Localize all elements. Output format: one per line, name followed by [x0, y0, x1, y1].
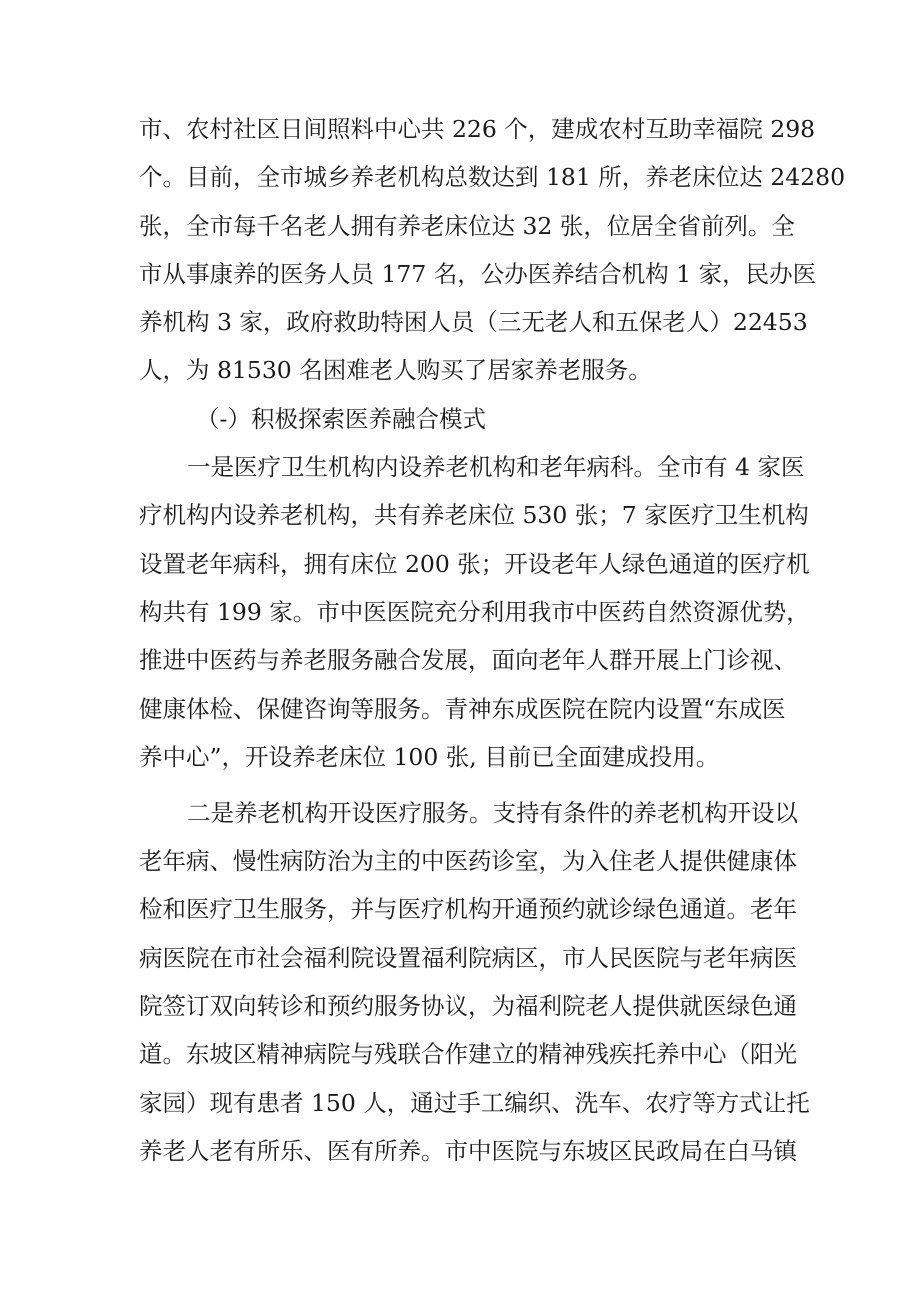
paragraph-3-line-6: 道。东坡区精神病院与残联合作建立的精神残疾托养中心（阳光 [139, 1040, 797, 1068]
paragraph-1-line-6: 人，为 81530 名困难老人购买了居家养老服务。 [139, 356, 652, 384]
paragraph-3-line-7: 家园）现有患者 150 人，通过手工编织、洗车、农疗等方式让托 [139, 1089, 810, 1117]
paragraph-3-line-4: 病医院在市社会福利院设置福利院病区，市人民医院与老年病医 [139, 944, 797, 972]
paragraph-2-line-1: 一是医疗卫生机构内设养老机构和老年病科。全市有 4 家医 [187, 453, 805, 481]
paragraph-2-line-4: 构共有 199 家。市中医医院充分利用我市中医药自然资源优势， [139, 598, 810, 626]
paragraph-3-line-2: 老年病、慢性病防治为主的中医药诊室，为入住老人提供健康体 [139, 847, 797, 875]
paragraph-1-line-4: 市从事康养的医务人员 177 名，公办医养结合机构 1 家，民办医 [139, 260, 817, 288]
paragraph-3-line-5: 院签订双向转诊和预约服务协议，为福利院老人提供就医绿色通 [139, 992, 797, 1020]
paragraph-2-line-6: 健康体检、保健咨询等服务。青神东成医院在院内设置“东成医 [139, 695, 786, 723]
paragraph-2-line-7: 养中心”，开设养老床位 100 张, 目前已全面建成投用。 [139, 743, 720, 771]
paragraph-3-line-3: 检和医疗卫生服务，并与医疗机构开通预约就诊绿色通道。老年 [139, 895, 797, 923]
section-heading: （-）积极探索医养融合模式 [196, 405, 486, 433]
paragraph-2-line-3: 设置老年病科，拥有床位 200 张；开设老年人绿色通道的医疗机 [139, 550, 810, 578]
paragraph-1-line-3: 张，全市每千名老人拥有养老床位达 32 张，位居全省前列。全 [139, 212, 795, 240]
paragraph-1-line-5: 养机构 3 家，政府救助特困人员（三无老人和五保老人）22453 [139, 308, 808, 336]
paragraph-1-line-2: 个。目前，全市城乡养老机构总数达到 181 所，养老床位达 24280 [139, 163, 846, 191]
paragraph-2-line-5: 推进中医药与养老服务融合发展，面向老年人群开展上门诊视、 [139, 646, 797, 674]
paragraph-3-line-8: 养老人老有所乐、医有所养。市中医院与东坡区民政局在白马镇 [139, 1137, 797, 1165]
paragraph-3-line-1: 二是养老机构开设医疗服务。支持有条件的养老机构开设以 [187, 799, 798, 827]
paragraph-1-line-1: 市、农村社区日间照料中心共 226 个，建成农村互助幸福院 298 [139, 115, 816, 143]
paragraph-2-line-2: 疗机构内设养老机构，共有养老床位 530 张；7 家医疗卫生机构 [139, 501, 809, 529]
